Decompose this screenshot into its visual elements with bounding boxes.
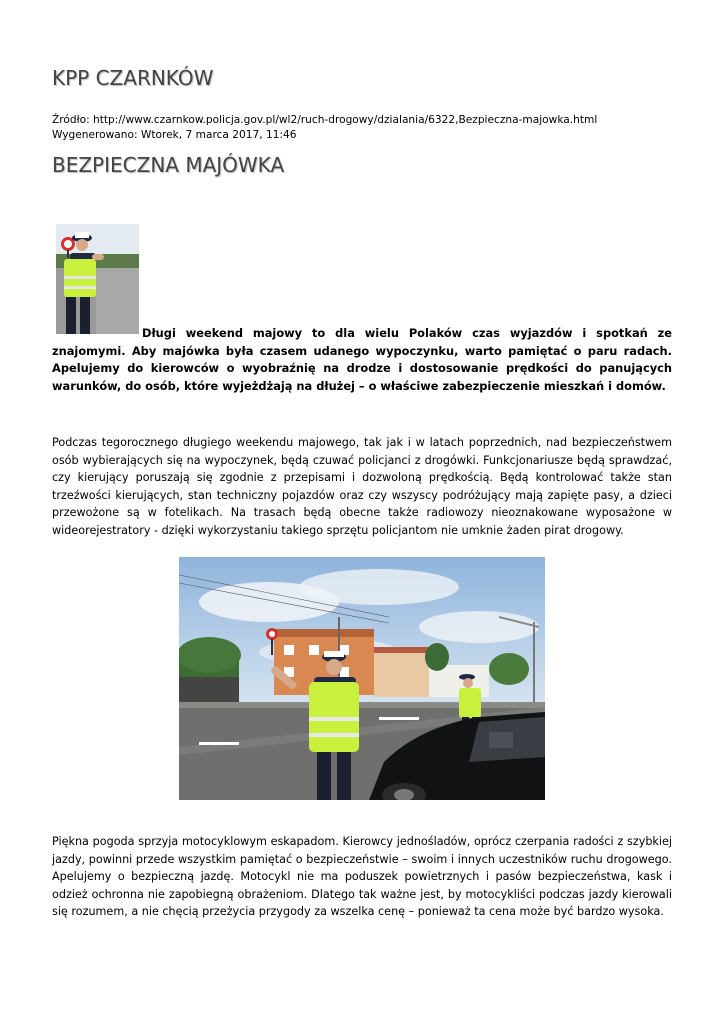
article-paragraph-1: Podczas tegorocznego długiego weekendu majowego, tak jak i w latach poprzednich, nad bezpieczeństwem osób wybierających się na wypoczynek, będą czuwać policjanci z drogówki. Funkcjonariusze będą sprawdzać, czy kierujący poruszają się zgodnie z przepisami i dozwoloną prędkością. Będą kontrolować także stan trzeźwości kierujących, stan techniczny pojazdów oraz czy wszyscy podróżujący mają zapięte pasy, a dzieci przewożone są w fotelikach. Na trasach będą obecne także radiowozy nieoznakowane wyposażone w wideorejestratory - dzięki wykorzystaniu takiego sprzętu policjantom nie umknie żaden pirat drogowy.: [52, 436, 672, 537]
generated-line: Wygenerowano: Wtorek, 7 marca 2017, 11:46: [52, 129, 297, 141]
article-lead: [52, 325, 672, 395]
thumbnail-photo: [56, 224, 139, 334]
meta-info: [52, 113, 597, 143]
article-title: BEZPIECZNA MAJÓWKA: [52, 153, 285, 177]
article-photo: [179, 557, 545, 800]
site-title: KPP CZARNKÓW: [52, 66, 214, 90]
article-paragraph-2: Piękna pogoda sprzyja motocyklowym eskapadom. Kierowcy jednośladów, oprócz czerpania radości z szybkiej jazdy, powinni przede wszystkim pamiętać o bezpieczeństwie – swoim i innych uczestników ruchu drogowego. Apelujemy o bezpieczną jazdę. Motocykl nie ma poduszek powietrznych i pasów bezpieczeństwa, kask i odzież ochronna nie zapobiegną obrażeniom. Dlatego tak ważne jest, by motocykliści podczas jazdy kierowali się rozumem, a nie chęcią przeżycia przygody za wszelka cenę – ponieważ ta cena może być bardzo wysoka.: [52, 835, 672, 918]
source-line: Źródło: http://www.czarnkow.policja.gov.pl/wl2/ruch-drogowy/dzialania/6322,Bezpieczna-majowka.html: [52, 114, 598, 126]
lead-text: Długi weekend majowy to dla wielu Polaków czas wyjazdów i spotkań ze znajomymi. Aby majówka była czasem udanego wypoczynku, warto pamiętać o paru radach. Apelujemy do kierowców o wyobraźnię na drodze i dostosowanie prędkości do panujących warunków, do osób, które wyjeżdżają na dłużej – o właściwe zabezpieczenie mieszkań i domów.: [52, 326, 672, 393]
